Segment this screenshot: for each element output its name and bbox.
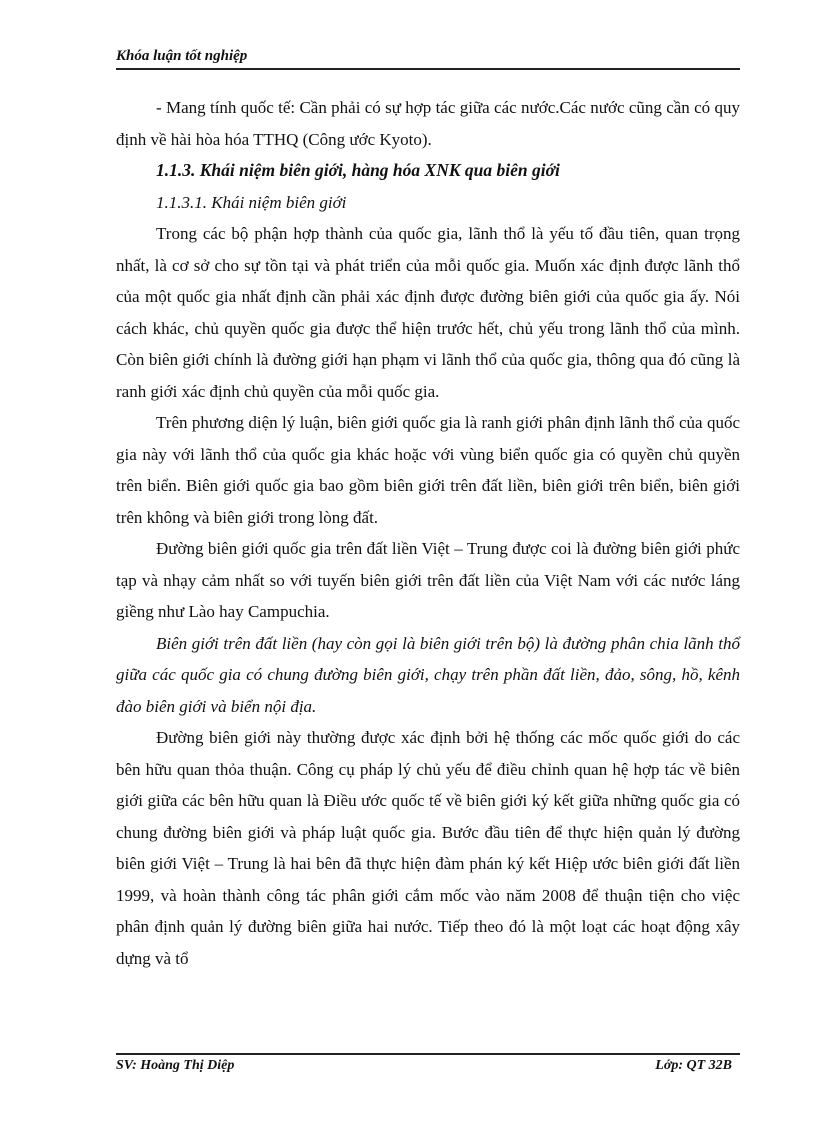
subsection-heading: 1.1.3.1. Khái niệm biên giới — [156, 192, 347, 212]
paragraph-definition: Biên giới trên đất liền (hay còn gọi là biên giới trên bộ) là đường phân chia lãnh thổ giữa các quốc gia có chung đường biên giới, chạy trên phần đất liền, đảo, sông, hồ, kênh đào biên giới và biển nội địa. — [116, 633, 740, 716]
header-title: Khóa luận tốt nghiệp — [116, 48, 248, 64]
paragraph-border-markers: Đường biên giới này thường được xác định bởi hệ thống các mốc quốc giới do các bên hữu quan thỏa thuận. Công cụ pháp lý chủ yếu để điều chỉnh quan hệ hợp tác về biên giới giữa các bên hữu quan là Điều ước quốc tế về biên giới ký kết giữa những quốc gia có chung đường biên giới và pháp luật quốc gia. Bước đầu tiên để thực hiện quản lý đường biên giới Việt – Trung là hai bên đã thực hiện đàm phán ký kết Hiệp ước biên giới đất liền 1999, và hoàn thành công tác phân giới cắm mốc vào năm 2008 để thuận tiện cho việc phân định quản lý đường biên giữa hai nước. Tiếp theo đó là một loạt các hoạt động xây dựng và tổ — [116, 728, 740, 968]
footer-student: SV: Hoàng Thị Diệp — [116, 1058, 235, 1073]
document-body — [116, 92, 740, 974]
paragraph-viet-trung: Đường biên giới quốc gia trên đất liền Việt – Trung được coi là đường biên giới phức tạp và nhạy cảm nhất so với tuyến biên giới trên đất liền của Việt Nam với các nước láng giềng như Lào hay Campuchia. — [116, 539, 740, 621]
page-header — [116, 48, 740, 70]
paragraph-theory: Trên phương diện lý luận, biên giới quốc gia là ranh giới phân định lãnh thổ của quốc gia này với lãnh thổ của quốc gia khác hoặc với vùng biển quốc gia có quyền chủ quyền trên biển. Biên giới quốc gia bao gồm biên giới trên đất liền, biên giới trên biển, biên giới trên không và biên giới trong lòng đất. — [116, 413, 740, 527]
footer-divider — [116, 1053, 740, 1055]
page-footer — [116, 1058, 740, 1074]
paragraph-territory: Trong các bộ phận hợp thành của quốc gia, lãnh thổ là yếu tố đầu tiên, quan trọng nhất, là cơ sở cho sự tồn tại và phát triển của mỗi quốc gia. Muốn xác định được lãnh thổ của một quốc gia nhất định cần phải xác định được đường biên giới của quốc gia ấy. Nói cách khác, chủ quyền quốc gia được thể hiện trước hết, chủ yếu trong lãnh thổ của mình. Còn biên giới chính là đường giới hạn phạm vi lãnh thổ của quốc gia, thông qua đó cũng là ranh giới xác định chủ quyền của mỗi quốc gia. — [116, 224, 740, 401]
section-heading: 1.1.3. Khái niệm biên giới, hàng hóa XNK qua biên giới — [156, 160, 560, 180]
paragraph-intro: - Mang tính quốc tế: Cần phải có sự hợp tác giữa các nước.Các nước cũng cần có quy định về hài hòa hóa TTHQ (Công ước Kyoto). — [116, 98, 740, 149]
footer-class: Lớp: QT 32B — [655, 1058, 732, 1073]
